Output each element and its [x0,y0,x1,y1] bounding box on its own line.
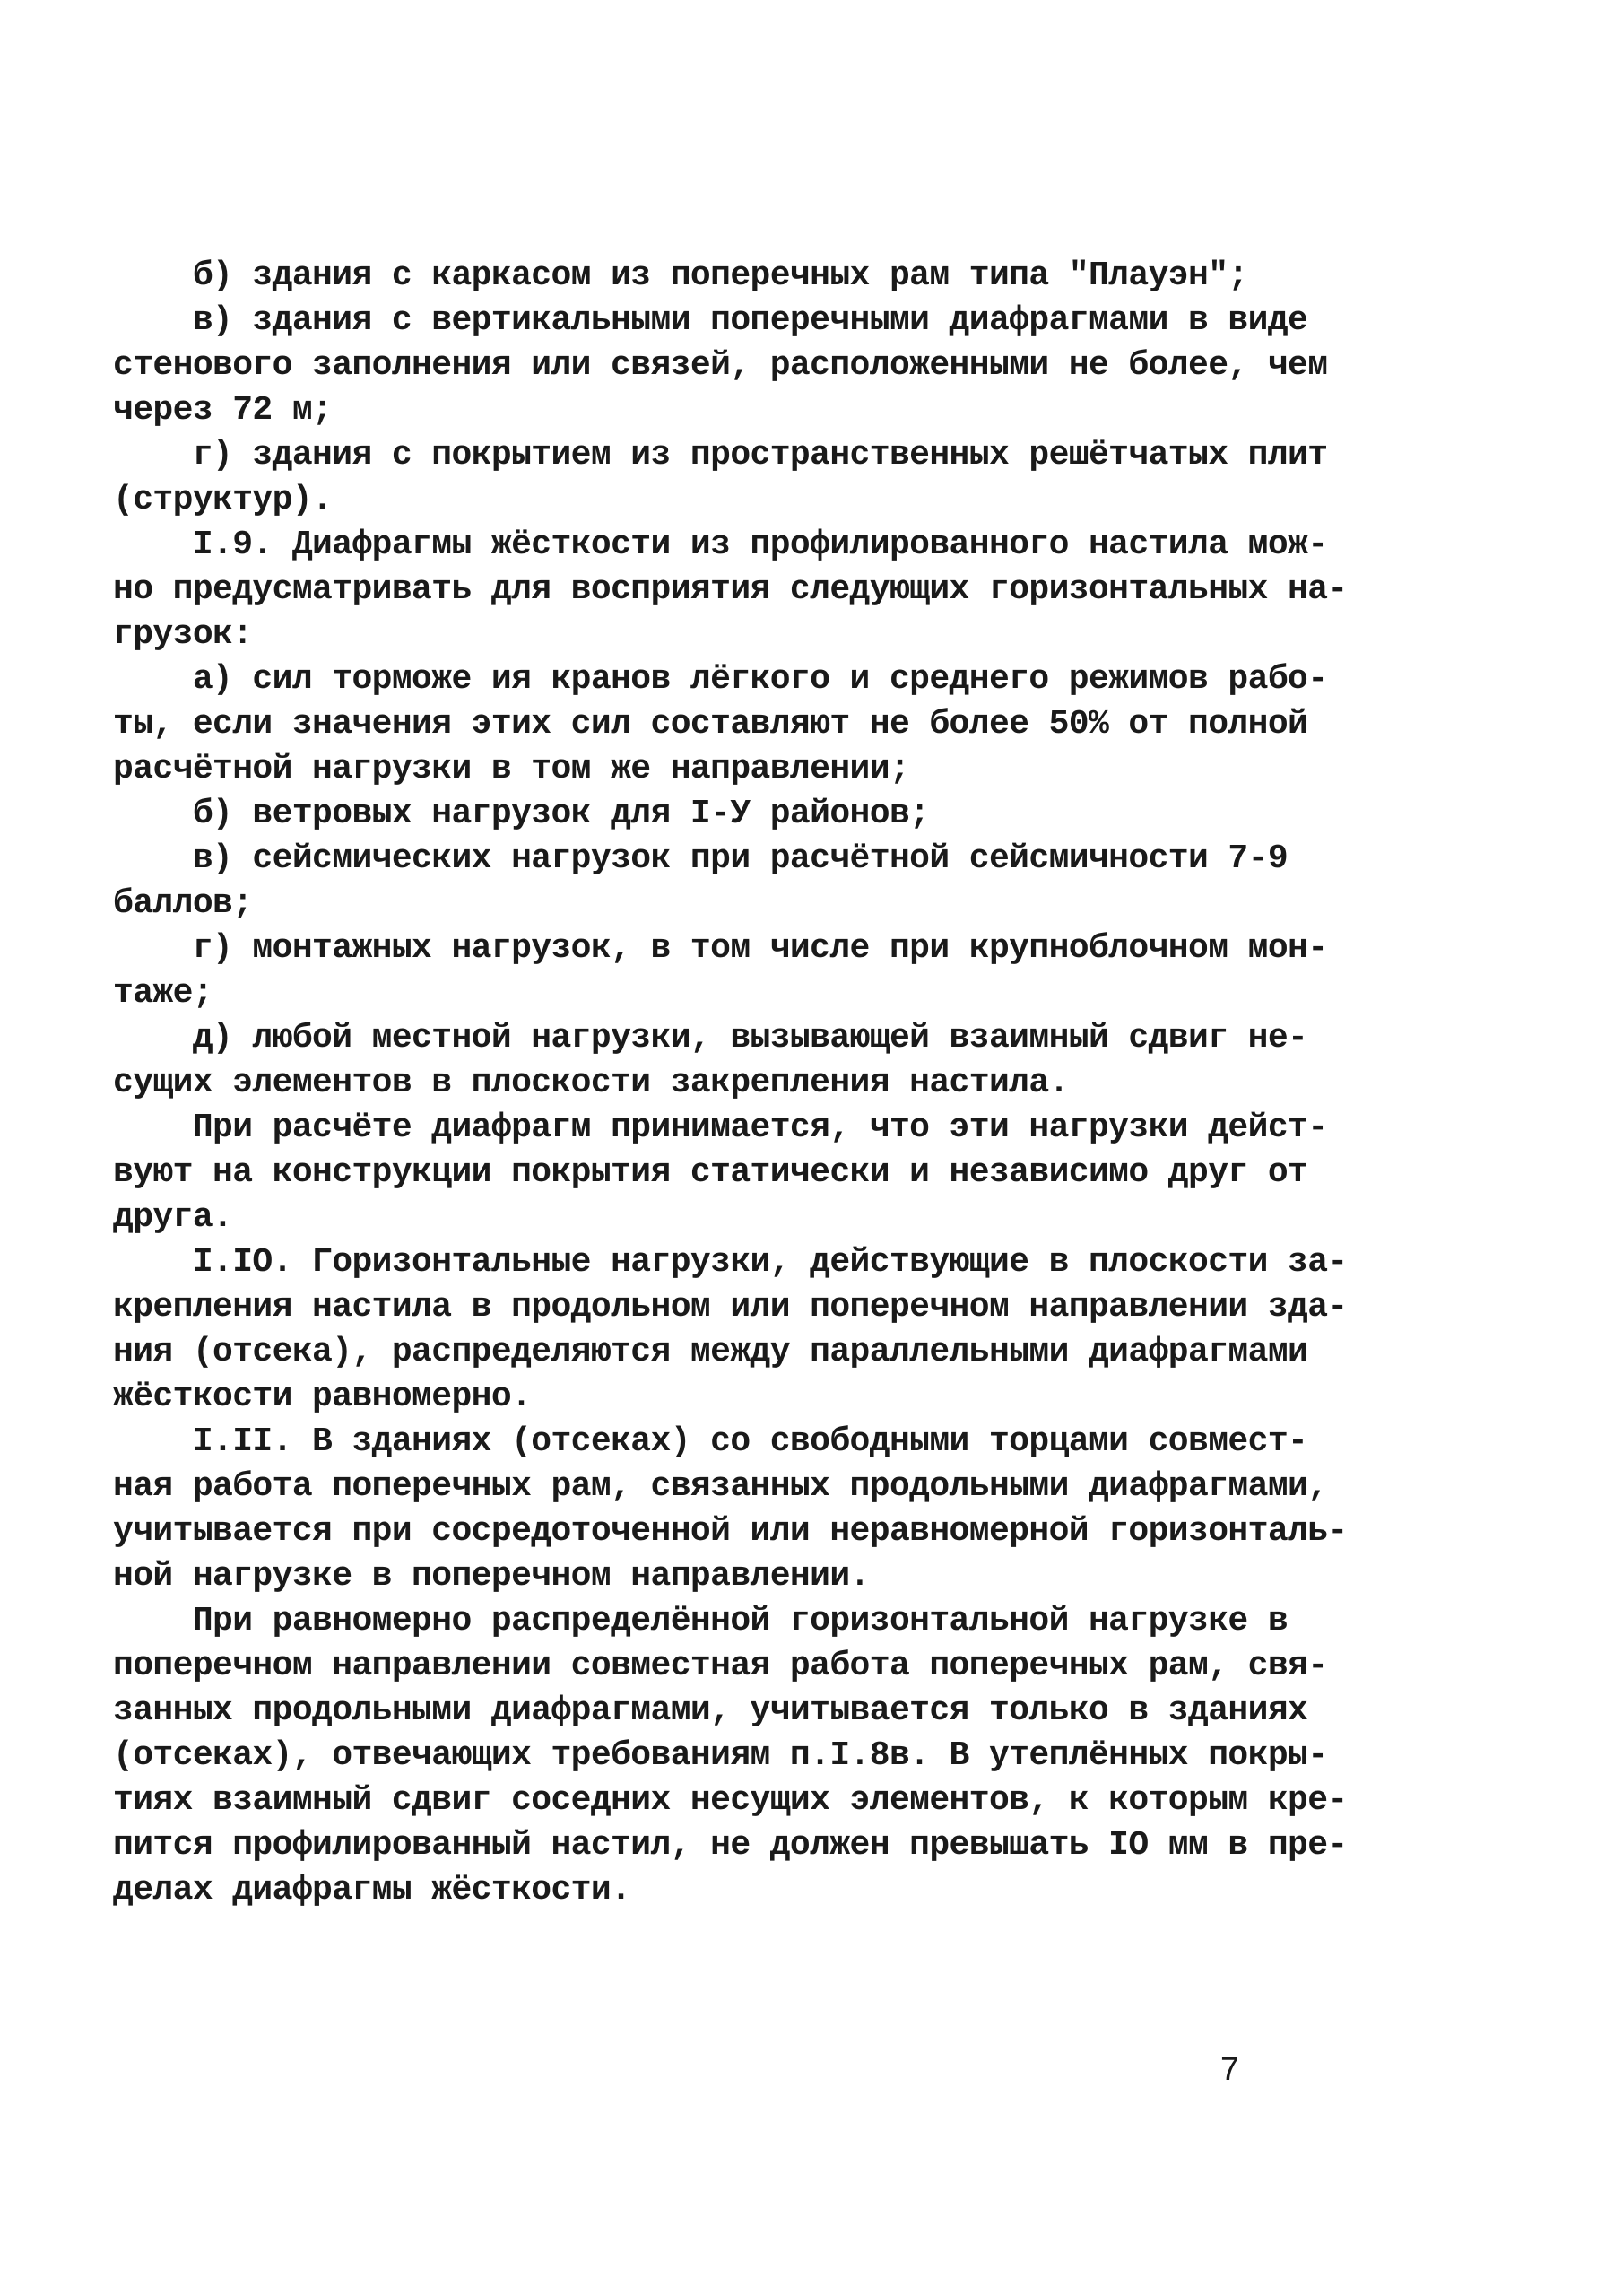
text-line: ная работа поперечных рам, связанных продольными диафрагмами, [113,1467,1328,1506]
text-line: жёсткости равномерно. [113,1378,532,1416]
text-line: через 72 м; [113,391,333,430]
text-line: пится профилированный настил, не должен превышать IO мм в пре- [113,1826,1348,1865]
text-line: (отсеках), отвечающих требованиям п.I.8в. В утеплённых покры- [113,1736,1328,1775]
text-line: баллов; [113,884,253,923]
text-line: сущих элементов в плоскости закрепления настила. [113,1064,1069,1102]
text-line: ты, если значения этих сил составляют не более 50% от полной [113,705,1308,744]
text-line: расчётной нагрузки в том же направлении; [113,750,910,788]
text-line: в) здания с вертикальными поперечными диафрагмами в виде [113,301,1308,340]
text-line: (структур). [113,481,333,519]
page-number: 7 [1219,2052,1240,2091]
text-line: таже; [113,974,213,1013]
text-line: в) сейсмических нагрузок при расчётной сейсмичности 7-9 [113,839,1289,878]
text-line: вуют на конструкции покрытия статически и независимо друг от [113,1153,1308,1192]
text-line: При равномерно распределённой горизонтальной нагрузке в [113,1602,1289,1640]
text-line: стенового заполнения или связей, расположенными не более, чем [113,346,1328,385]
text-line: занных продольными диафрагмами, учитывается только в зданиях [113,1692,1308,1730]
text-line: крепления настила в продольном или поперечном направлении зда- [113,1288,1348,1326]
text-line: ной нагрузке в поперечном направлении. [113,1557,870,1596]
text-line: делах диафрагмы жёсткости. [113,1871,631,1909]
text-line: б) ветровых нагрузок для I-У районов; [113,795,930,833]
text-line: г) здания с покрытием из пространственных решётчатых плит [113,436,1328,474]
text-line: тиях взаимный сдвиг соседних несущих элементов, к которым кре- [113,1781,1348,1820]
text-line: поперечном направлении совместная работа поперечных рам, свя- [113,1647,1328,1685]
text-line: I.II. В зданиях (отсеках) со свободными торцами совмест- [113,1422,1308,1461]
text-line: д) любой местной нагрузки, вызывающей взаимный сдвиг не- [113,1019,1308,1057]
text-line: грузок: [113,615,253,654]
text-line: б) здания с каркасом из поперечных рам типа "Плауэн"; [113,257,1248,295]
text-line: друга. [113,1198,233,1237]
text-line: а) сил торможе ия кранов лёгкого и среднего режимов рабо- [113,660,1328,699]
text-line: учитывается при сосредоточенной или неравномерной горизонталь- [113,1512,1348,1551]
body-text [113,254,1348,1913]
text-line: но предусматривать для восприятия следующих горизонтальных на- [113,570,1348,609]
text-line: ния (отсека), распределяются между параллельными диафрагмами [113,1333,1308,1371]
text-line: г) монтажных нагрузок, в том числе при крупноблочном мон- [113,929,1328,968]
text-line: При расчёте диафрагм принимается, что эти нагрузки дейст- [113,1109,1328,1147]
text-line: I.9. Диафрагмы жёсткости из профилированного настила мож- [113,526,1328,564]
text-line: I.IO. Горизонтальные нагрузки, действующие в плоскости за- [113,1243,1348,1282]
